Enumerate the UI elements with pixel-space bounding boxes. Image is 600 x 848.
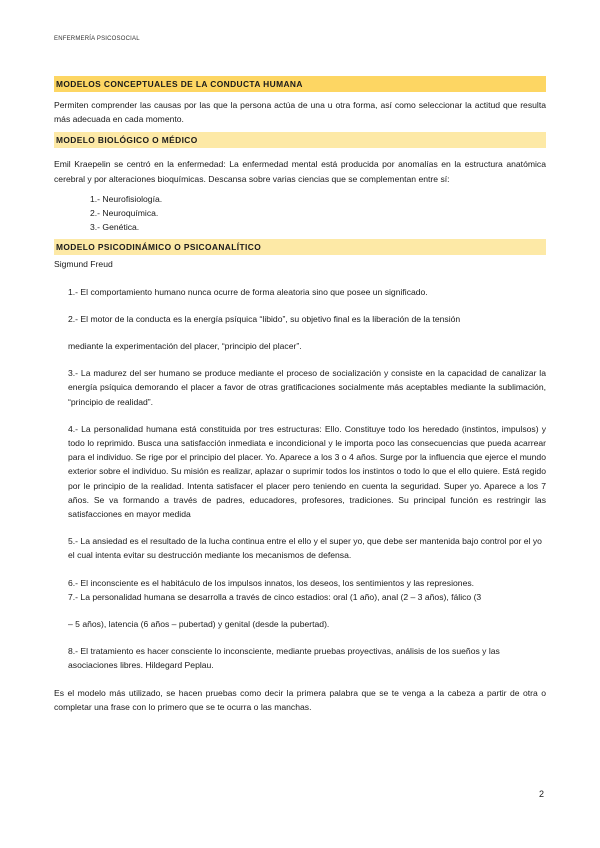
point-7-continued: – 5 años), latencia (6 años – pubertad) y genital (desde la pubertad). <box>68 619 330 630</box>
author-name: Sigmund Freud <box>54 259 113 270</box>
list-item: 2.- Neuroquímica. <box>90 208 159 219</box>
freud-points <box>68 285 546 673</box>
running-header: ENFERMERÍA PSICOSOCIAL <box>54 36 140 42</box>
paragraph-modelos-conceptuales: Permiten comprender las causas por las que la persona actúa de una u otra forma, así como seleccionar la actitud que resulta más adecuada en cada momento. <box>54 100 546 125</box>
closing-paragraph: Es el modelo más utilizado, se hacen pruebas como decir la primera palabra que se te venga a la cabeza a partir de otra o completar una frase con lo primero que se te ocurra o las manchas. <box>54 687 546 712</box>
point-6: 6.- El inconsciente es el habitáculo de los impulsos innatos, los deseos, los sentimientos y las represiones. <box>68 577 475 588</box>
point-1: 1.- El comportamiento humano nunca ocurre de forma aleatoria sino que posee un significado. <box>68 286 428 297</box>
list-item: 1.- Neurofisiología. <box>90 193 163 204</box>
paragraph-modelo-biologico: Emil Kraepelin se centró en la enfermedad: La enfermedad mental está producida por anomalías en la estructura anatómica cerebral y por alteraciones bioquímicas. Descansa sobre varias ciencias que se complementan entre sí: <box>54 159 546 184</box>
page-content <box>54 76 546 714</box>
section-heading-modelo-biologico: MODELO BIOLÓGICO O MÉDICO <box>54 132 546 148</box>
point-3: 3.- La madurez del ser humano se produce mediante el proceso de socialización y consiste en la capacidad de canalizar la energía psíquica demorando el placer a favor de otras gratificaciones socialmente más aceptables mediante la sublimación, “principio de realidad”. <box>68 368 546 407</box>
point-7: 7.- La personalidad humana se desarrolla a través de cinco estadios: oral (1 año), anal (2 – 3 años), fálico (3 <box>68 591 482 602</box>
page-number: 2 <box>539 789 545 799</box>
point-2-continued: mediante la experimentación del placer, “principio del placer”. <box>68 341 302 352</box>
section-heading-modelos-conceptuales: MODELOS CONCEPTUALES DE LA CONDUCTA HUMANA <box>54 76 546 92</box>
point-5: 5.- La ansiedad es el resultado de la lucha continua entre el ello y el super yo, que debe ser mantenida bajo control por el yo el cual intenta evitar su destrucción mediante los mecanismos de defensa. <box>68 536 542 561</box>
list-item: 3.- Genética. <box>90 222 140 233</box>
section-heading-modelo-psicodinamico: MODELO PSICODINÁMICO O PSICOANALÍTICO <box>54 239 546 255</box>
ciencias-list <box>90 192 546 235</box>
point-4: 4.- La personalidad humana está constituida por tres estructuras: Ello. Constituye todo los heredado (instintos, impulsos) y todo lo reprimido. Busca una satisfacción inmediata e incondicional y le importa poco las consecuencias que pueda acarrear para el individuo. Se rige por el principio del placer. Yo. Aparece a los 3 o 4 años. Surge por la influencia que ejerce el mundo exterior sobre el individuo. Su misión es realizar, aplazar o suprimir todos los instintos o todo lo que el ello quiere. Está regido por le principio de la realidad. Intenta satisfacer el placer pero teniendo en cuenta la seguridad. Super yo. Aparece a los 7 años. Se va formando a través de padres, educadores, profesores, tradiciones. Su principal función es restringir las satisfacciones en mayor medida <box>68 423 546 520</box>
point-2: 2.- El motor de la conducta es la energía psíquica “libido”, su objetivo final es la liberación de la tensión <box>68 313 461 324</box>
point-8: 8.- El tratamiento es hacer consciente lo inconsciente, mediante pruebas proyectivas, análisis de los sueños y las asociaciones libres. Hildegard Peplau. <box>68 646 500 671</box>
